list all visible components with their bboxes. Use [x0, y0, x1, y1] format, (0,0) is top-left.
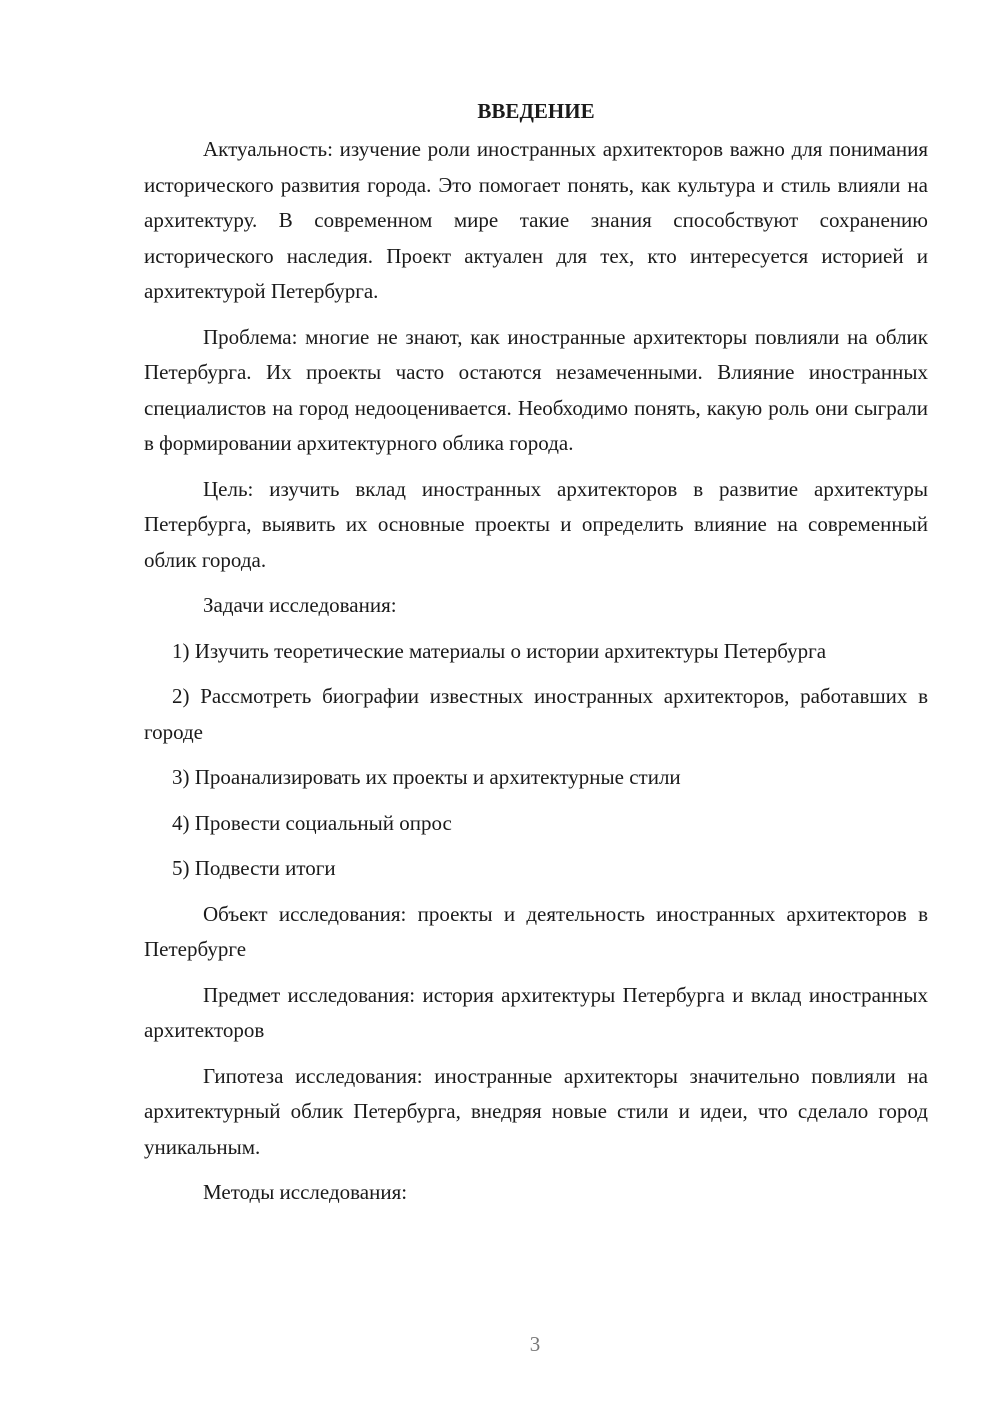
task-item-2: 2) Рассмотреть биографии известных иностранных архитекторов, работавших в городе: [144, 684, 928, 744]
task-item-3: 3) Проанализировать их проекты и архитектурные стили: [172, 765, 681, 789]
problem-paragraph: Проблема: многие не знают, как иностранные архитекторы повлияли на облик Петербурга. Их проекты часто остаются незамеченными. Влияние иностранных специалистов на город недооценивается. Необходимо понять, какую роль они сыграли в формировании архитектурного облика города.: [144, 324, 928, 455]
goal-paragraph: Цель: изучить вклад иностранных архитекторов в развитие архитектуры Петербурга, выявить их основные проекты и определить влияние на современный облик города.: [144, 476, 928, 572]
object-paragraph: Объект исследования: проекты и деятельность иностранных архитекторов в Петербурге: [144, 901, 928, 961]
task-item-4: 4) Провести социальный опрос: [172, 810, 452, 835]
relevance-paragraph: Актуальность: изучение роли иностранных архитекторов важно для понимания исторического развития города. Это помогает понять, как культура и стиль влияли на архитектуру. В современном мире такие знания способствуют сохранению исторического наследия. Проект актуален для тех, кто интересуется историей и архитектурой Петербурга.: [144, 137, 928, 303]
tasks-heading: Задачи исследования:: [203, 593, 397, 617]
page-number: 3: [529, 1332, 541, 1356]
task-item-5: 5) Подвести итоги: [172, 856, 336, 880]
hypothesis-paragraph: Гипотеза исследования: иностранные архитекторы значительно повлияли на архитектурный облик Петербурга, внедряя новые стили и идеи, что сделало город уникальным.: [144, 1063, 928, 1159]
page-body: [144, 92, 928, 1221]
page-title: ВВЕДЕНИЕ: [477, 99, 595, 123]
methods-heading: Методы исследования:: [203, 1180, 408, 1204]
subject-paragraph: Предмет исследования: история архитектуры Петербурга и вклад иностранных архитекторов: [144, 982, 928, 1042]
task-item-1: 1) Изучить теоретические материалы о истории архитектуры Петербурга: [172, 638, 827, 663]
